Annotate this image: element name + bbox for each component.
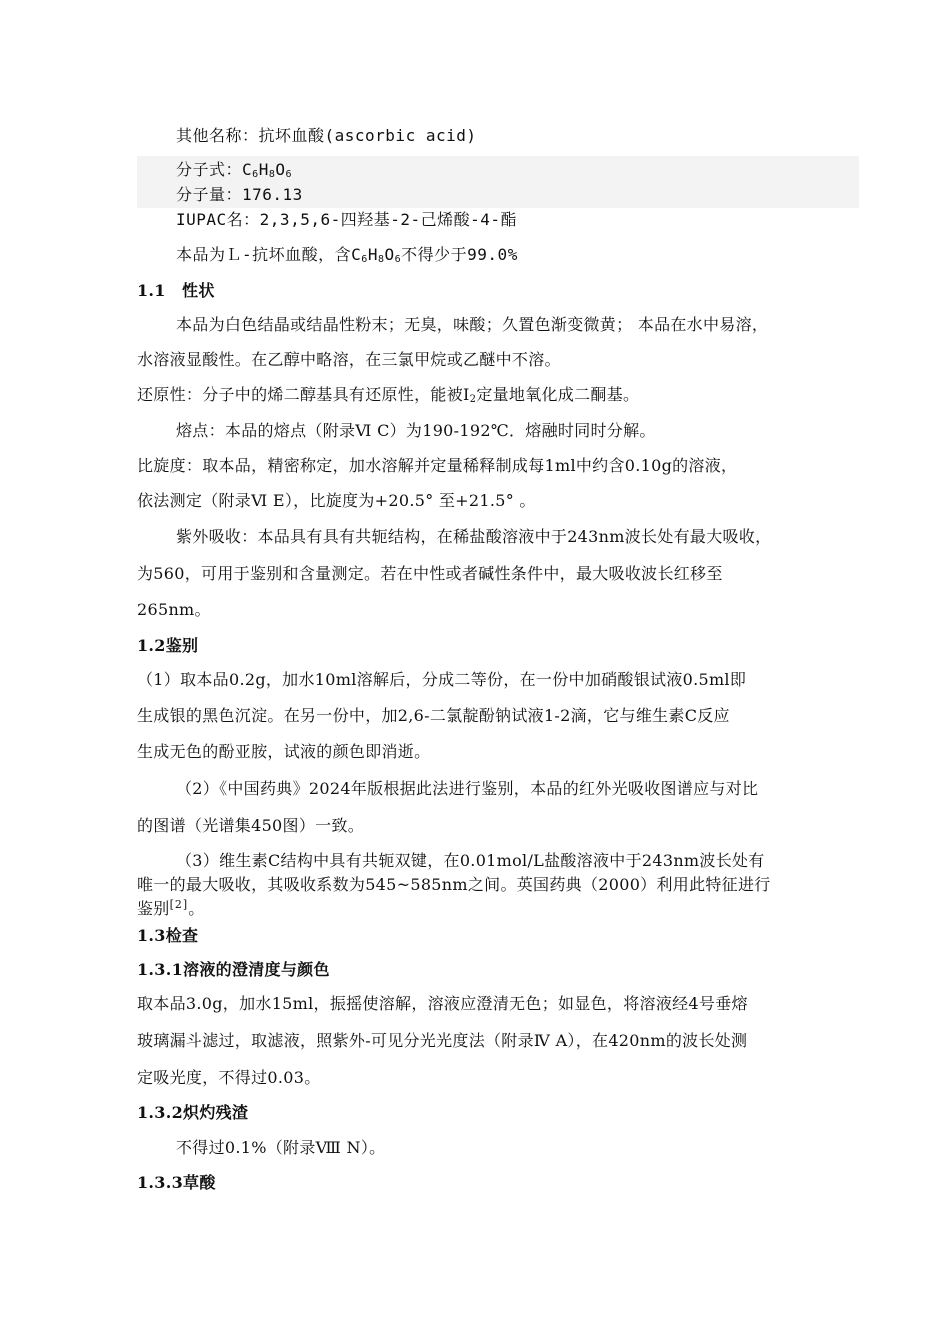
properties-line-2: 水溶液显酸性。在乙醇中略溶，在三氯甲烷或乙醚中不溶。	[137, 350, 561, 369]
molecular-formula-line: 分子式：$C_6H_8O_6$	[176, 160, 293, 180]
clarity-line-3: 定吸光度，不得过0.03。	[137, 1068, 321, 1087]
identification-item-1-line-3: 生成无色的酚亚胺，试液的颜色即消逝。	[137, 742, 431, 761]
properties-line-1: 本品为白色结晶或结晶性粉末；无臭，味酸；久置色渐变微黄； 本品在水中易溶，	[176, 315, 769, 334]
reference-marker: [2]	[169, 898, 189, 911]
identification-item-3-line-1: （3）维生素C结构中具有共轭双键，在0.01mol/L盐酸溶液中于243nm波长处有	[176, 851, 765, 870]
identification-item-3-line-2: 唯一的最大吸收，其吸收系数为545~585nm之间。英国药典（2000）利用此特征进行	[137, 875, 771, 894]
subsection-heading-residue: 1.3.2炽灼残渣	[137, 1103, 249, 1122]
melting-point-line: 熔点：本品的熔点（附录Ⅵ C）为190-192℃．熔融时同时分解。	[176, 421, 656, 440]
section-heading-properties: 1.1 性状	[137, 281, 215, 300]
identification-item-1-line-1: （1）取本品0.2g，加水10ml溶解后，分成二等份，在一份中加硝酸银试液0.5ml即	[137, 670, 747, 689]
iupac-name-line: IUPAC名：2,3,5,6-四羟基-2-己烯酸-4-酯	[176, 210, 518, 229]
specific-rotation-line-1: 比旋度：取本品，精密称定，加水溶解并定量稀释制成每1ml中约含0.10g的溶液，	[137, 456, 738, 475]
section-heading-identification: 1.2鉴别	[137, 636, 199, 655]
section-heading-inspection: 1.3检查	[137, 926, 199, 945]
uv-absorption-line-2: 为560，可用于鉴别和含量测定。若在中性或者碱性条件中，最大吸收波长红移至	[137, 564, 723, 583]
residue-line-1: 不得过0.1%（附录Ⅷ N）。	[176, 1138, 386, 1157]
clarity-line-2: 玻璃漏斗滤过，取滤液，照紫外-可见分光光度法（附录Ⅳ A），在420nm的波长处测	[137, 1031, 748, 1050]
content-line: 本品为Ｌ-抗坏血酸，含$C_6H_8O_6$不得少于99.0%	[176, 245, 518, 265]
molecular-weight-line: 分子量：176.13	[176, 185, 303, 204]
identification-item-3-line-3: 鉴别[2]。	[137, 898, 205, 918]
subsection-heading-oxalic-acid: 1.3.3草酸	[137, 1173, 216, 1192]
identification-item-1-line-2: 生成银的黑色沉淀。在另一份中，加2,6-二氯靛酚钠试液1-2滴，它与维生素C反应	[137, 706, 730, 725]
subsection-heading-clarity-color: 1.3.1溶液的澄清度与颜色	[137, 960, 330, 979]
other-name-line: 其他名称：抗坏血酸(ascorbic acid)	[176, 126, 477, 145]
uv-absorption-line-1: 紫外吸收：本品具有具有共轭结构，在稀盐酸溶液中于243nm波长处有最大吸收，	[176, 527, 772, 546]
identification-item-2-line-2: 的图谱（光谱集450图）一致。	[137, 816, 365, 835]
identification-item-2-line-1: （2）《中国药典》2024年版根据此法进行鉴别，本品的红外光吸收图谱应与对比	[176, 779, 759, 798]
uv-absorption-line-3: 265nm。	[137, 600, 211, 619]
reducing-property-line: 还原性：分子中的烯二醇基具有还原性，能被$I_2$定量地氧化成二酮基。	[137, 385, 640, 405]
specific-rotation-line-2: 依法测定（附录Ⅵ E），比旋度为+20.5° 至+21.5° 。	[137, 491, 536, 510]
clarity-line-1: 取本品3.0g，加水15ml，振摇使溶解，溶液应澄清无色；如显色，将溶液经4号垂熔	[137, 994, 748, 1013]
